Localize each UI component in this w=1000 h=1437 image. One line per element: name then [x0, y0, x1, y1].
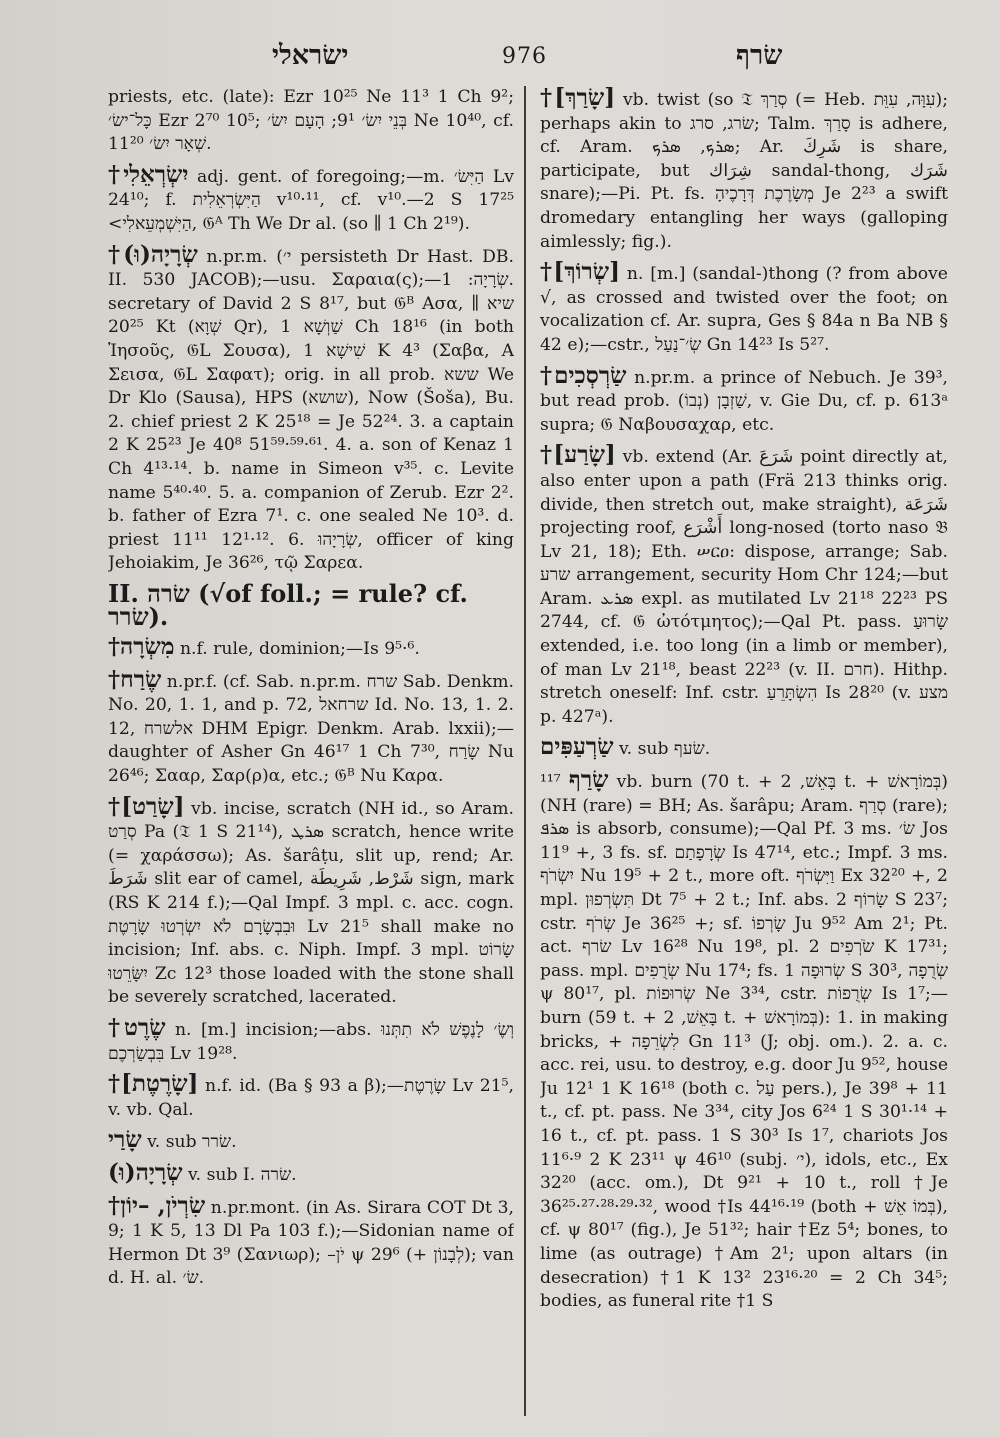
- entry-text: vb. incise, scratch (NH id., so Aram. סְרַט Pa (𝔗 1 S 21¹⁴), ܣܪܛ scratch, hence write (= χαράσσω); As. šarâṭu, slit up, rend; Ar. شَرَطَ slit ear of camel, شَرْط, شَرِيطَة sign, mark (RS K 214 f.);—Qal Impf. 3 mpl. c. acc. cogn. וּבִבְשָׂרָם לֹא יִשְׂרְטוּ שָׂרָטֶת Lv 21⁵ shall make no incision; Inf. abs. c. Niph. Impf. 3 mpl. שָׂרוֹט יִשָּׂרֵטוּ Zc 12³ those loaded with the stone shall be severely scratched, lacerated.: [108, 798, 514, 1008]
- page-number: 976: [502, 44, 547, 69]
- entry-headword: †[שָׂרַט]: [108, 792, 185, 820]
- dictionary-entry: [108, 792, 514, 1010]
- entry-headword: שַׂרְעַפִּים: [540, 733, 614, 761]
- entry-text: adj. gent. of foregoing;—m. הַיִּשׂ׳ Lv 24¹⁰; f. הַיִּשְׂרְאֵלִית v¹⁰·¹¹, cf. v¹⁰.—2 S 17²⁵ <הַיִּשְׁמְעֵאלִי, 𝔊ᴬ Th We Dr al. (so ∥ 1 Ch 2¹⁹).: [108, 166, 514, 234]
- dictionary-entry: [540, 768, 948, 1314]
- entry-headword: †מִשְׂרָה: [108, 633, 175, 661]
- header-right-catchword: שׂרף: [736, 40, 783, 71]
- entry-text: ¹¹⁷ vb. burn (70 t. + בָּאֵשׁ, 2 t. + בְּמוֹרָאשׁ) (NH (rare) = BH; As. šarâpu; Aram. סְרַף (rare); ܣܪܦ is absorb, consume);—Qal Pf. 3 ms. שׂ׳ Jos 11⁹ +, 3 fs. sf. שְׂרָפָתַם Is 47¹⁴, etc.; Impf. 3 ms. יִשְׂרֹף Nu 19⁵ + 2 t., more oft. וַיִּשְׂרֹף Ex 32²⁰ +, 2 mpl. תִּשְׂרְפוּן Dt 7⁵ + 2 t.; Inf. abs. שָׂרוֹף 2 S 23⁷; cstr. שְׂרֹף Je 36²⁵ +; sf. שָׂרְפוֹ Ju 9⁵² Am 2¹; Pt. act. שׂרף Lv 16²⁸ Nu 19⁸, pl. שֹׂרְפִים 2 K 17³¹; pass. mpl. שְׂרֻפִים Nu 17⁴; fs. שְׂרוּפָה 1 S 30³, שְׂרֻפָה ψ 80¹⁷, pl. שְׂרוּפוֹת Ne 3³⁴, cstr. שְׂרֻפוֹת Is 1⁷;—burn (59 t. + בָּאֵשׁ, 2 t. + בְּמוֹרָאשׁ): 1. in making bricks, + לִשְׂרֵפָה Gn 11³ (J; obj. om.). 2. a. c. acc. rei, usu. to destroy, e.g. door Ju 9⁵², house Ju 12¹ 1 K 16¹⁸ (both c. עַל pers.), Je 39⁸ + 11 t., cf. pt. pass. Ne 3³⁴, city Jos 6²⁴ 1 S 30¹·¹⁴ + 16 t., cf. pt. pass. 1 S 30³ Is 1⁷, chariots Jos 11⁶·⁹ 2 K 23¹¹ ψ 46¹⁰ (subj. י׳), idols, etc., Ex 32²⁰ (acc. om.), Dt 9²¹ + 10 t., roll †Je 36²⁵·²⁷·²⁸·²⁹·³², wood †Is 44¹⁶·¹⁹ (both + בְּמוֹ אֵשׁ), cf. ψ 80¹⁷ (fig.), Je 51³²; hair †Ez 5⁴; bones, to lime (as outrage) †Am 2¹; upon altars (in desecration) †1 K 13² 23¹⁶·²⁰ = 2 Ch 34⁵; bodies, as funeral rite †1 S: [540, 772, 948, 1312]
- entry-headword: †[שָׂרַע]: [540, 441, 616, 469]
- left-column: [108, 86, 514, 1417]
- right-column: [540, 86, 948, 1417]
- entry-text: n. [m.] incision;—abs. וְשֶׂ׳ לָנֶפֶשׁ לֹא תִתְּנוּ בִּבְשַׂרְכֶם Lv 19²⁸.: [108, 1019, 514, 1064]
- entry-headword: †שַׂרְסְכִים: [540, 361, 627, 389]
- entry-headword: שָׂרַף: [568, 766, 609, 794]
- entry-headword: שְׂרָיָה(וּ): [108, 1158, 183, 1186]
- dictionary-entry: [108, 86, 514, 157]
- entry-text: vb. twist (so 𝔗 סְרַךְ (= Heb. עִוָּה, עִוֵּת); perhaps akin to שׂרג, סרג; Talm. סָרַךְ is adhere, cf. Aram. ܣܪܟ, ܣܪܟ; Ar. شَرِكَ is share, participate, but شِرَاك sandal-thong, شَرَك snare);—Pi. Pt. fs. מְשָׂרֶכֶת דְּרָכֶיהָ Je 2²³ a swift dromedary entangling her ways (galloping aimlessly; fig.).: [540, 90, 948, 252]
- entry-headword: †יִשְׂרְאֵלִי: [108, 160, 189, 188]
- dictionary-entry: [108, 1013, 514, 1066]
- dictionary-entry: [108, 1191, 514, 1291]
- dictionary-entry: [540, 260, 948, 357]
- entry-headword: †[שָׂרֶטֶת]: [108, 1070, 199, 1098]
- entry-text: n.pr.m. a prince of Nebuch. Je 39³, but read prob. (נְבוֹ) שַׁזְבָן, v. Gie Du, cf. p. 613ᵃ supra; 𝔊 Ναβουσαχαρ, etc.: [540, 367, 948, 435]
- entry-headword: †שֶׂרַח: [108, 665, 162, 693]
- column-divider: [524, 86, 526, 1416]
- dictionary-entry: [108, 160, 514, 237]
- dictionary-entry: [540, 735, 948, 762]
- entry-text: n.f. rule, dominion;—Is 9⁵·⁶.: [179, 639, 420, 660]
- entry-text: n. [m.] (sandal-)thong (? from above √, as crossed and twisted over the foot; on vocalization cf. Ar. supra, Ges § 84a n Ba NB § 42 e);—cstr., שְׂ׳־נַעַל Gn 14²³ Is 5²⁷.: [540, 264, 948, 355]
- entry-text: n.pr.mont. (in As. Sirara COT Dt 3, 9; 1 K 5, 13 Dl Pa 103 f.);—Sidonian name of Hermon Dt 3⁹ (Σανιωρ); –יֹן ψ 29⁶ (+ לְבָנוֹן); van d. H. al. שׂ׳.: [108, 1197, 514, 1289]
- dictionary-entry: [108, 665, 514, 789]
- entry-headword: †[שָׂרַךְ]: [540, 86, 616, 111]
- dictionary-entry: [540, 361, 948, 438]
- entry-text: n.pr.f. (cf. Sab. n.pr.m. שרח Sab. Denkm. No. 20, 1. 1, and p. 72, שרחאל Id. No. 13, 1. 2. 12, אלשרח DHM Epigr. Denkm. Arab. lxxii);—daughter of Asher Gn 46¹⁷ 1 Ch 7³⁰, שָׂרַח Nu 26⁴⁶; Σααρ, Σαρ(ρ)α, etc.; 𝔊ᴮ Nu Καρα.: [108, 671, 514, 787]
- entry-headword: †שִׂרְיֹן, –יוֹן: [108, 1191, 206, 1219]
- dictionary-entry: [108, 1072, 514, 1122]
- entry-text: v. sub שׂעף.: [618, 739, 711, 760]
- entry-text: n.f. id. (Ba § 93 a β);—שָׂרֶטֶת Lv 21⁵, v. vb. Qal.: [108, 1076, 514, 1120]
- entry-text: priests, etc. (late): Ezr 10²⁵ Ne 11³ 1 Ch 9²; כָּל־ישׂ׳ Ezr 2⁷⁰ 10⁵; בְּנֵי יִשׂ׳ 9¹; הָעָם יִשׂ׳ Ne 10⁴⁰, cf. שְׁאָר יִשׂ׳ 11²⁰.: [108, 87, 514, 155]
- dictionary-entry: [108, 635, 514, 662]
- entry-headword: שָׂרַי: [108, 1126, 142, 1154]
- running-header: [0, 40, 1000, 80]
- dictionary-entry: [108, 1158, 514, 1188]
- dictionary-entry: [540, 86, 948, 254]
- entry-headword: †[שְׂרוֹךְ]: [540, 258, 620, 286]
- entry-text: v. sub I. שׂרה.: [187, 1164, 297, 1185]
- dictionary-entry: [108, 240, 514, 576]
- entry-text: n.pr.m. (י׳ persisteth Dr Hast. DB. II. 530 JACOB);—usu. Σαραια(ς);—שְׂרָיָה: 1. secretary of David 2 S 8¹⁷, but 𝔊ᴮ Ασα, ∥ שיא 20²⁵ Kt (שְׁוָא Qr), שַׁוְשָׁא 1 Ch 18¹⁶ (in both Ἰησοῦς, 𝔊L Σουσα), שִׁישָׁא 1 K 4³ (Σαβα, A Σεισα, 𝔊L Σαφατ); orig. in all prob. ששא We Dr Klo (Sausa), HPS (שושא), Now (Šoša), Bu. 2. chief priest 2 K 25¹⁸ = Je 52²⁴. 3. a captain 2 K 25²³ Je 40⁸ 51⁵⁹·⁵⁹·⁶¹. 4. a. son of Kenaz 1 Ch 4¹³·¹⁴. b. name in Simeon v³⁵. c. Levite name 5⁴⁰·⁴⁰. 5. a. companion of Zerub. Ezr 2². b. father of Ezra 7¹. c. one sealed Ne 10³. d. priest 11¹¹ 12¹·¹². 6. שְׂרָיָהוּ, officer of king Jehoiakim, Je 36²⁶, τῷ Σαρεα.: [108, 246, 514, 574]
- section-heading: II. שׂרה (√of foll.; = rule? cf. שׂרר).: [108, 578, 468, 632]
- dictionary-entry: [540, 443, 948, 729]
- entry-headword: †שְׂרָיָה(וּ): [108, 240, 198, 268]
- entry-text: v. sub שׂרר.: [147, 1132, 237, 1153]
- header-left-catchword: ישׂראלי: [272, 40, 349, 71]
- entry-headword: †שֶׂרֶט: [108, 1013, 166, 1041]
- dictionary-entry: [108, 1128, 514, 1155]
- entry-text: vb. extend (Ar. شَرَعَ point directly at, also enter upon a path (Frä 213 thinks orig. divide, then stretch out, make straight), شَرَعَة projecting roof, أَشْرَع long-nosed (torto naso 𝔅 Lv 21, 18); Eth. ሠርዐ: dispose, arrange; Sab. שרע arrangement, security Hom Chr 124;—but Aram. ܣܪܥ expl. as mutilated Lv 21¹⁸ 22²³ PS 2744, cf. 𝔊 ὠτότμητος);—Qal Pt. pass. שָׂרוּעַ extended, i.e. too long (in a limb or member), of man Lv 21¹⁸, beast 22²³ (v. II. חרם). Hithp. stretch oneself: Inf. cstr. הִשְׂתָּרֵעַ Is 28²⁰ (v. מצע p. 427ᵃ).: [540, 447, 948, 727]
